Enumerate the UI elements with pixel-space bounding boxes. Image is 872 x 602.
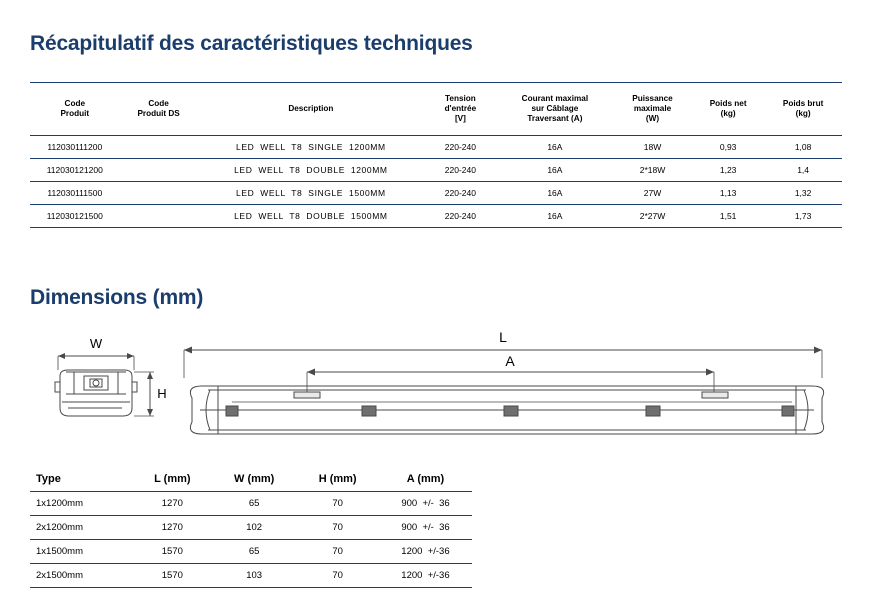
label-height: H: [157, 386, 167, 401]
cell-courant: 16A: [497, 159, 613, 182]
table-row: [30, 136, 842, 159]
cell-h: 70: [296, 516, 379, 540]
cell-type: 1x1200mm: [30, 492, 133, 516]
cell-l: 1270: [133, 492, 212, 516]
spec-col-poids-brut: Poids brut (kg): [764, 83, 842, 136]
cell-courant: 16A: [497, 205, 613, 228]
cell-description: LED WELL T8 DOUBLE 1200MM: [198, 159, 424, 182]
cell-l: 1570: [133, 564, 212, 588]
dim-col-h: H (mm): [296, 468, 379, 492]
cell-description: LED WELL T8 DOUBLE 1500MM: [198, 205, 424, 228]
cell-h: 70: [296, 540, 379, 564]
dim-col-a: A (mm): [379, 468, 472, 492]
table-row: [30, 159, 842, 182]
cell-poids-net: 0,93: [692, 136, 764, 159]
spec-col-courant: Courant maximal sur Câblage Traversant (A): [497, 83, 613, 136]
spec-col-code-produit: Code Produit: [30, 83, 120, 136]
cell-puissance: 2*27W: [613, 205, 692, 228]
dim-table-header-row: [30, 468, 472, 492]
cell-code-produit-ds: [120, 205, 198, 228]
cell-code-produit-ds: [120, 159, 198, 182]
dim-col-w: W (mm): [212, 468, 296, 492]
cell-poids-brut: 1,73: [764, 205, 842, 228]
cell-a: 1200 +/-36: [379, 540, 472, 564]
technical-specifications-table: [30, 82, 842, 228]
cell-description: LED WELL T8 SINGLE 1500MM: [198, 182, 424, 205]
label-mounting-distance: A: [505, 353, 515, 369]
cell-w: 102: [212, 516, 296, 540]
dim-col-l: L (mm): [133, 468, 212, 492]
table-row: [30, 205, 842, 228]
spec-table-body: [30, 136, 842, 228]
cell-h: 70: [296, 564, 379, 588]
page-title-specs: Récapitulatif des caractéristiques techniques: [30, 32, 473, 55]
cell-code-produit: 112030111200: [30, 136, 120, 159]
table-row: [30, 492, 472, 516]
cell-description: LED WELL T8 SINGLE 1200MM: [198, 136, 424, 159]
table-row: [30, 564, 472, 588]
cell-courant: 16A: [497, 182, 613, 205]
cell-poids-net: 1,23: [692, 159, 764, 182]
cell-l: 1570: [133, 540, 212, 564]
dim-col-type: Type: [30, 468, 133, 492]
cell-type: 2x1200mm: [30, 516, 133, 540]
spec-col-tension: Tension d'entrée [V]: [424, 83, 497, 136]
cell-a: 900 +/- 36: [379, 492, 472, 516]
table-row: [30, 182, 842, 205]
cell-courant: 16A: [497, 136, 613, 159]
cell-type: 2x1500mm: [30, 564, 133, 588]
dim-table-body: [30, 492, 472, 588]
cell-code-produit: 112030121200: [30, 159, 120, 182]
cell-poids-brut: 1,08: [764, 136, 842, 159]
product-dimension-drawing: [22, 320, 852, 450]
table-row: [30, 516, 472, 540]
cell-code-produit-ds: [120, 182, 198, 205]
label-overall-length: L: [499, 329, 507, 345]
side-view-drawing: [184, 347, 824, 435]
cell-h: 70: [296, 492, 379, 516]
table-row: [30, 540, 472, 564]
cell-tension: 220-240: [424, 136, 497, 159]
cell-l: 1270: [133, 516, 212, 540]
cell-code-produit: 112030111500: [30, 182, 120, 205]
spec-table-header-row: [30, 83, 842, 136]
cell-poids-brut: 1,32: [764, 182, 842, 205]
spec-table-head: [30, 83, 842, 136]
label-width: W: [89, 336, 103, 351]
cell-tension: 220-240: [424, 159, 497, 182]
cell-a: 900 +/- 36: [379, 516, 472, 540]
spec-col-description: Description: [198, 83, 424, 136]
end-view-drawing: [55, 353, 154, 416]
cell-code-produit-ds: [120, 136, 198, 159]
cell-poids-brut: 1,4: [764, 159, 842, 182]
cell-w: 65: [212, 492, 296, 516]
dim-table-head: [30, 468, 472, 492]
page-title-dimensions: Dimensions (mm): [30, 286, 204, 309]
cell-w: 65: [212, 540, 296, 564]
cell-w: 103: [212, 564, 296, 588]
cell-puissance: 18W: [613, 136, 692, 159]
cell-a: 1200 +/-36: [379, 564, 472, 588]
cell-poids-net: 1,13: [692, 182, 764, 205]
dimensions-table: [30, 468, 472, 588]
spec-col-code-produit-ds: Code Produit DS: [120, 83, 198, 136]
cell-poids-net: 1,51: [692, 205, 764, 228]
cell-tension: 220-240: [424, 205, 497, 228]
cell-type: 1x1500mm: [30, 540, 133, 564]
cell-tension: 220-240: [424, 182, 497, 205]
cell-code-produit: 112030121500: [30, 205, 120, 228]
cell-puissance: 2*18W: [613, 159, 692, 182]
spec-col-puissance: Puissance maximale (W): [613, 83, 692, 136]
cell-puissance: 27W: [613, 182, 692, 205]
spec-col-poids-net: Poids net (kg): [692, 83, 764, 136]
